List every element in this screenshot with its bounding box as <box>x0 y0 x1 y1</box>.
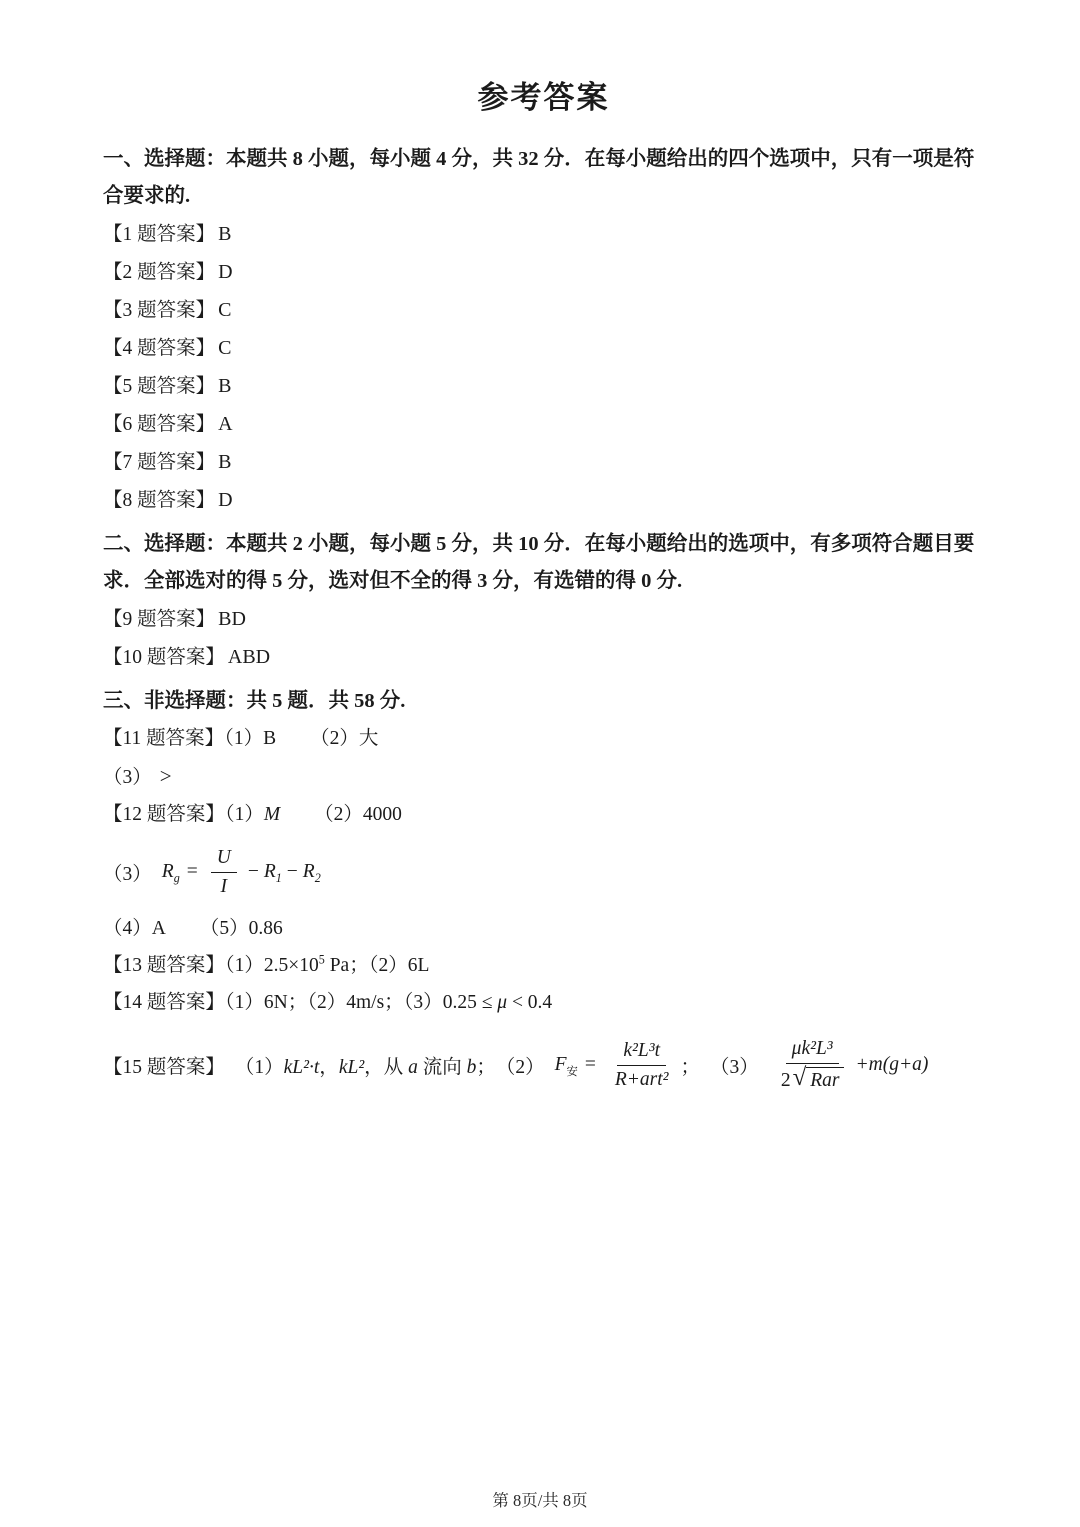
answer-row-12-formula <box>103 840 984 904</box>
answer-label-5: 【5 题答案】 <box>103 376 216 397</box>
fraction-denominator: R+art² <box>614 1068 669 1090</box>
mu-symbol: μ <box>497 992 508 1013</box>
minus-sign: − <box>286 861 298 882</box>
answer-value-6: A <box>218 413 233 435</box>
answer-label-3: 【3 题答案】 <box>103 300 216 321</box>
answer-label-8: 【8 题答案】 <box>103 490 216 511</box>
answer-row-12-line3 <box>103 917 984 941</box>
answer-11-part2: （2）大 <box>310 728 379 749</box>
fraction-numerator: k²L³t <box>617 1040 666 1066</box>
answer-15-part3-label: （3） <box>710 1057 759 1078</box>
fraction-numerator: μk²L³ <box>786 1038 839 1064</box>
answer-13-separator: ； <box>349 955 369 976</box>
answer-label-11: 【11 题答案】 <box>103 728 225 749</box>
fraction-u-over-i <box>211 847 237 898</box>
page-title: 参考答案 <box>477 80 610 115</box>
answer-15-part1: （1）kL²·t，kL²，从 a 流向 b； <box>234 1057 496 1078</box>
answer-row-5 <box>103 374 984 399</box>
answer-label-10: 【10 题答案】 <box>103 647 225 668</box>
answer-14-part3-label: （3） <box>403 992 443 1013</box>
formula-term-r2: $R_2$ <box>302 861 321 885</box>
answer-14-part2: （2）4m/s； <box>307 992 404 1013</box>
answer-row-7 <box>103 450 984 475</box>
answer-label-15: 【15 题答案】 <box>103 1057 225 1078</box>
answer-11-part3-label: （3） <box>103 767 152 788</box>
answer-value-10: ABD <box>227 646 271 668</box>
answer-row-10 <box>103 645 984 670</box>
answer-row-12 <box>103 803 984 827</box>
square-root: √ Rar <box>793 1067 844 1092</box>
radical-symbol: √ <box>792 1064 807 1092</box>
answer-value-7: B <box>218 451 232 473</box>
answer-13-part2-value: 6L <box>407 955 430 976</box>
answer-row-1 <box>103 222 984 247</box>
answer-row-14 <box>103 991 984 1015</box>
answer-label-12: 【12 题答案】 <box>103 804 225 825</box>
fraction-numerator: U <box>211 847 237 873</box>
answer-11-part1: （1）B <box>224 728 277 749</box>
answer-label-9: 【9 题答案】 <box>103 609 216 630</box>
answer-label-14: 【14 题答案】 <box>103 992 225 1013</box>
answer-label-1: 【1 题答案】 <box>103 224 216 245</box>
answer-value-8: D <box>218 489 233 511</box>
answer-value-1: B <box>218 223 232 245</box>
answer-12-part3-label: （3） <box>103 864 152 885</box>
fraction-denominator: I <box>220 875 228 897</box>
section1-heading: 一、选择题：本题共 8 小题，每小题 4 分，共 32 分．在每小题给出的四个选项中，只有一项是符合要求的. <box>103 148 975 207</box>
answer-row-11 <box>103 727 984 751</box>
answer-value-9: BD <box>218 608 246 630</box>
fraction-denominator: 2 √ Rar <box>775 1064 850 1092</box>
formula-lhs: $R_g$ <box>161 861 180 885</box>
answer-15-separator: ； <box>680 1057 701 1078</box>
force-symbol: $F_安$ <box>554 1054 578 1078</box>
answer-label-6: 【6 题答案】 <box>103 414 216 435</box>
answer-label-13: 【13 题答案】 <box>103 955 225 976</box>
answer-row-2 <box>103 260 984 285</box>
answer-13-part1-value: $2.5\times 10^5$ Pa <box>263 952 350 976</box>
answer-label-4: 【4 题答案】 <box>103 338 216 359</box>
section3-heading: 三、非选择题：共 5 题．共 58 分. <box>103 690 406 712</box>
answer-15-tail: +m(g+a) <box>855 1054 929 1075</box>
answer-12-part2: （2）4000 <box>314 804 402 825</box>
equals-sign: = <box>186 861 198 882</box>
answer-row-13 <box>103 954 984 978</box>
section2-heading: 二、选择题：本题共 2 小题，每小题 5 分，共 10 分．在每小题给出的选项中，有多项符合题目要求．全部选对的得 5 分，选对但不全的得 3 分，有选错的得 0 分. <box>103 533 975 592</box>
fraction-part3 <box>775 1038 850 1092</box>
answer-label-2: 【2 题答案】 <box>103 262 216 283</box>
answer-label-7: 【7 题答案】 <box>103 452 216 473</box>
answer-11-part3-value: > <box>159 764 172 788</box>
minus-sign: − <box>247 861 259 882</box>
answer-row-8 <box>103 488 984 513</box>
answer-value-2: D <box>218 261 233 283</box>
answer-row-3 <box>103 298 984 323</box>
answer-row-4 <box>103 336 984 361</box>
answer-15-part2-label: （2） <box>495 1057 545 1078</box>
answer-12-part1-label: （1） <box>224 804 264 825</box>
formula-term-r1: $R_1$ <box>263 861 282 885</box>
answer-row-6 <box>103 412 984 437</box>
answer-value-3: C <box>218 299 232 321</box>
answer-value-5: B <box>218 375 232 397</box>
answer-12-part1-value: M <box>263 804 281 825</box>
answer-value-4: C <box>218 337 232 359</box>
answer-row-9 <box>103 607 984 632</box>
equals-sign: = <box>584 1054 596 1075</box>
answer-13-part2-label: （2） <box>368 955 408 976</box>
answer-14-part1: （1）6N； <box>224 992 308 1013</box>
fraction-ampere-force <box>609 1040 675 1091</box>
answer-row-15 <box>103 1028 984 1102</box>
answer-row-11-line2 <box>103 764 984 790</box>
answer-13-part1-label: （1） <box>224 955 264 976</box>
page-footer: 第 8页/共 8页 <box>492 1491 588 1510</box>
answer-12-part5: （5）0.86 <box>199 918 283 939</box>
answer-14-part3-value: 0.25 ≤ μ < 0.4 <box>442 992 553 1013</box>
answer-12-part4: （4）A <box>103 918 166 939</box>
